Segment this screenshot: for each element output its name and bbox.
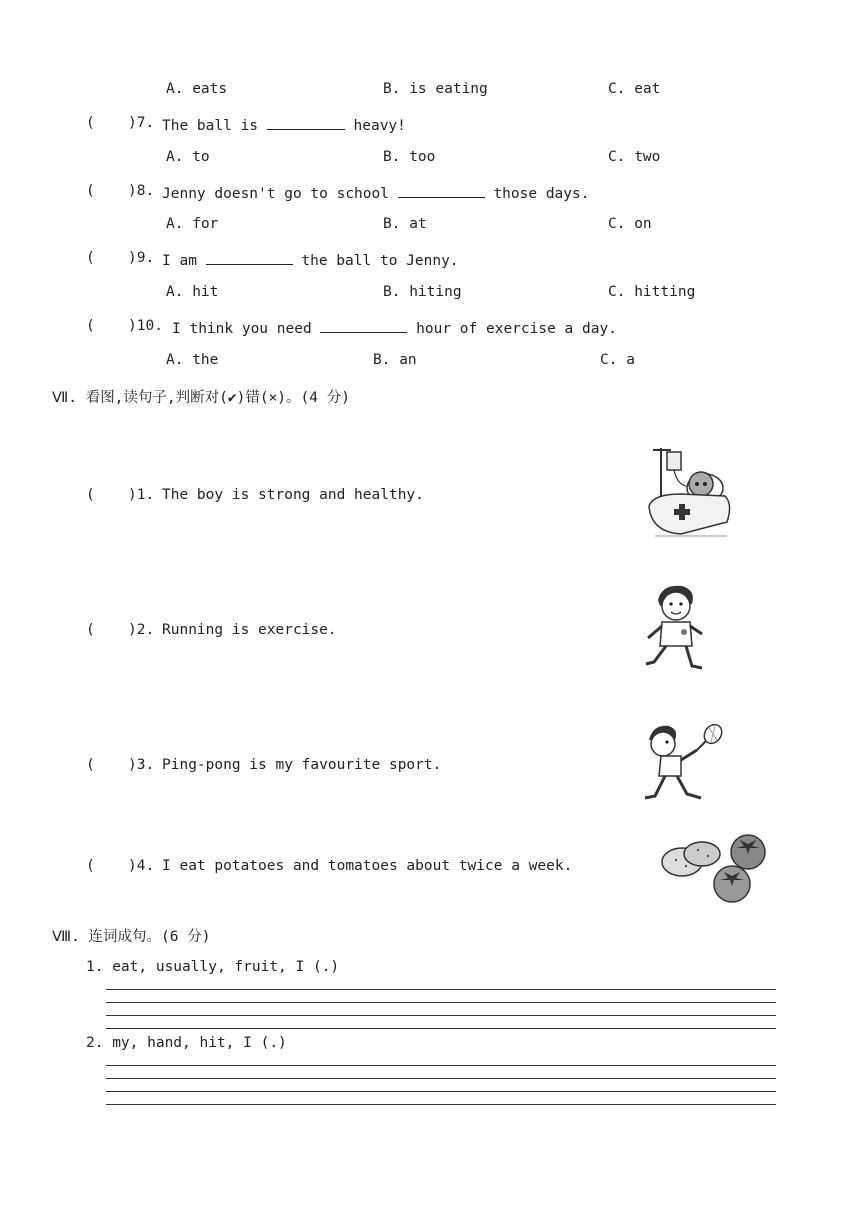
s8-item1-writing-line-1[interactable] bbox=[106, 989, 776, 990]
q9-option-b: B. hiting bbox=[383, 284, 462, 300]
q7-option-b: B. too bbox=[383, 149, 436, 165]
s8-item1-writing-line-2[interactable] bbox=[106, 1002, 776, 1003]
q10-option-a: A. the bbox=[166, 352, 219, 368]
s7-item4-number: )4. bbox=[128, 858, 155, 874]
q9-option-c: C. hitting bbox=[608, 284, 696, 300]
s7-item3-open-paren: ( bbox=[86, 757, 95, 773]
q10-stem bbox=[172, 318, 617, 337]
q8-option-a: A. for bbox=[166, 216, 219, 232]
q8-option-c: C. on bbox=[608, 216, 652, 232]
q8-stem bbox=[162, 183, 589, 202]
q7-answer-blank[interactable] bbox=[267, 115, 345, 130]
q9-number: )9. bbox=[128, 250, 155, 266]
q7-option-c: C. two bbox=[608, 149, 661, 165]
s7-item3-sentence: Ping-pong is my favourite sport. bbox=[162, 757, 442, 773]
s7-item4-open-paren: ( bbox=[86, 858, 95, 874]
q8-stem-after: those days. bbox=[493, 186, 590, 202]
q6-option-c: C. eat bbox=[608, 81, 661, 97]
s8-item1-writing-line-4[interactable] bbox=[106, 1028, 776, 1029]
potatoes-and-tomatoes-icon bbox=[660, 832, 772, 906]
q8-open-paren: ( bbox=[86, 183, 95, 199]
q7-option-a: A. to bbox=[166, 149, 210, 165]
section-7-title: Ⅶ. 看图,读句子,判断对(✔)错(×)。(4 分) bbox=[52, 390, 350, 406]
s7-item2-sentence: Running is exercise. bbox=[162, 622, 337, 638]
s7-item1-open-paren: ( bbox=[86, 487, 95, 503]
q10-number: )10. bbox=[128, 318, 163, 334]
q8-number: )8. bbox=[128, 183, 155, 199]
s8-item2-writing-line-1[interactable] bbox=[106, 1065, 776, 1066]
s7-item1-sentence: The boy is strong and healthy. bbox=[162, 487, 424, 503]
q10-stem-after: hour of exercise a day. bbox=[416, 321, 617, 337]
q9-stem-before: I am bbox=[162, 253, 197, 269]
s8-item2-writing-line-3[interactable] bbox=[106, 1091, 776, 1092]
q8-answer-blank[interactable] bbox=[398, 183, 485, 198]
s7-item4-sentence: I eat potatoes and tomatoes about twice a week. bbox=[162, 858, 573, 874]
s8-item2-prompt: 2. my, hand, hit, I (.) bbox=[86, 1035, 287, 1051]
s7-item3-number: )3. bbox=[128, 757, 155, 773]
q7-open-paren: ( bbox=[86, 115, 95, 131]
q7-number: )7. bbox=[128, 115, 155, 131]
boy-playing-badminton-icon bbox=[641, 720, 731, 810]
s8-item1-writing-line-3[interactable] bbox=[106, 1015, 776, 1016]
q9-option-a: A. hit bbox=[166, 284, 219, 300]
q10-answer-blank[interactable] bbox=[320, 318, 407, 333]
q8-option-b: B. at bbox=[383, 216, 427, 232]
q9-stem-after: the ball to Jenny. bbox=[301, 253, 459, 269]
q10-option-b: B. an bbox=[373, 352, 417, 368]
q10-open-paren: ( bbox=[86, 318, 95, 334]
sick-boy-in-bed-icon bbox=[641, 444, 737, 550]
q10-stem-before: I think you need bbox=[172, 321, 312, 337]
q9-answer-blank[interactable] bbox=[206, 250, 293, 265]
s8-item2-writing-line-4[interactable] bbox=[106, 1104, 776, 1105]
q8-stem-before: Jenny doesn't go to school bbox=[162, 186, 389, 202]
q9-open-paren: ( bbox=[86, 250, 95, 266]
s7-item2-open-paren: ( bbox=[86, 622, 95, 638]
q6-option-a: A. eats bbox=[166, 81, 228, 97]
q7-stem bbox=[162, 115, 406, 134]
q9-stem bbox=[162, 250, 459, 269]
s8-item2-writing-line-2[interactable] bbox=[106, 1078, 776, 1079]
running-boy-icon bbox=[640, 582, 714, 678]
q6-option-b: B. is eating bbox=[383, 81, 488, 97]
q10-option-c: C. a bbox=[600, 352, 635, 368]
s7-item1-number: )1. bbox=[128, 487, 155, 503]
s8-item1-prompt: 1. eat, usually, fruit, I (.) bbox=[86, 959, 340, 975]
q7-stem-before: The ball is bbox=[162, 118, 259, 134]
section-8-title: Ⅷ. 连词成句。(6 分) bbox=[52, 929, 211, 945]
s7-item2-number: )2. bbox=[128, 622, 155, 638]
q7-stem-after: heavy! bbox=[353, 118, 406, 134]
